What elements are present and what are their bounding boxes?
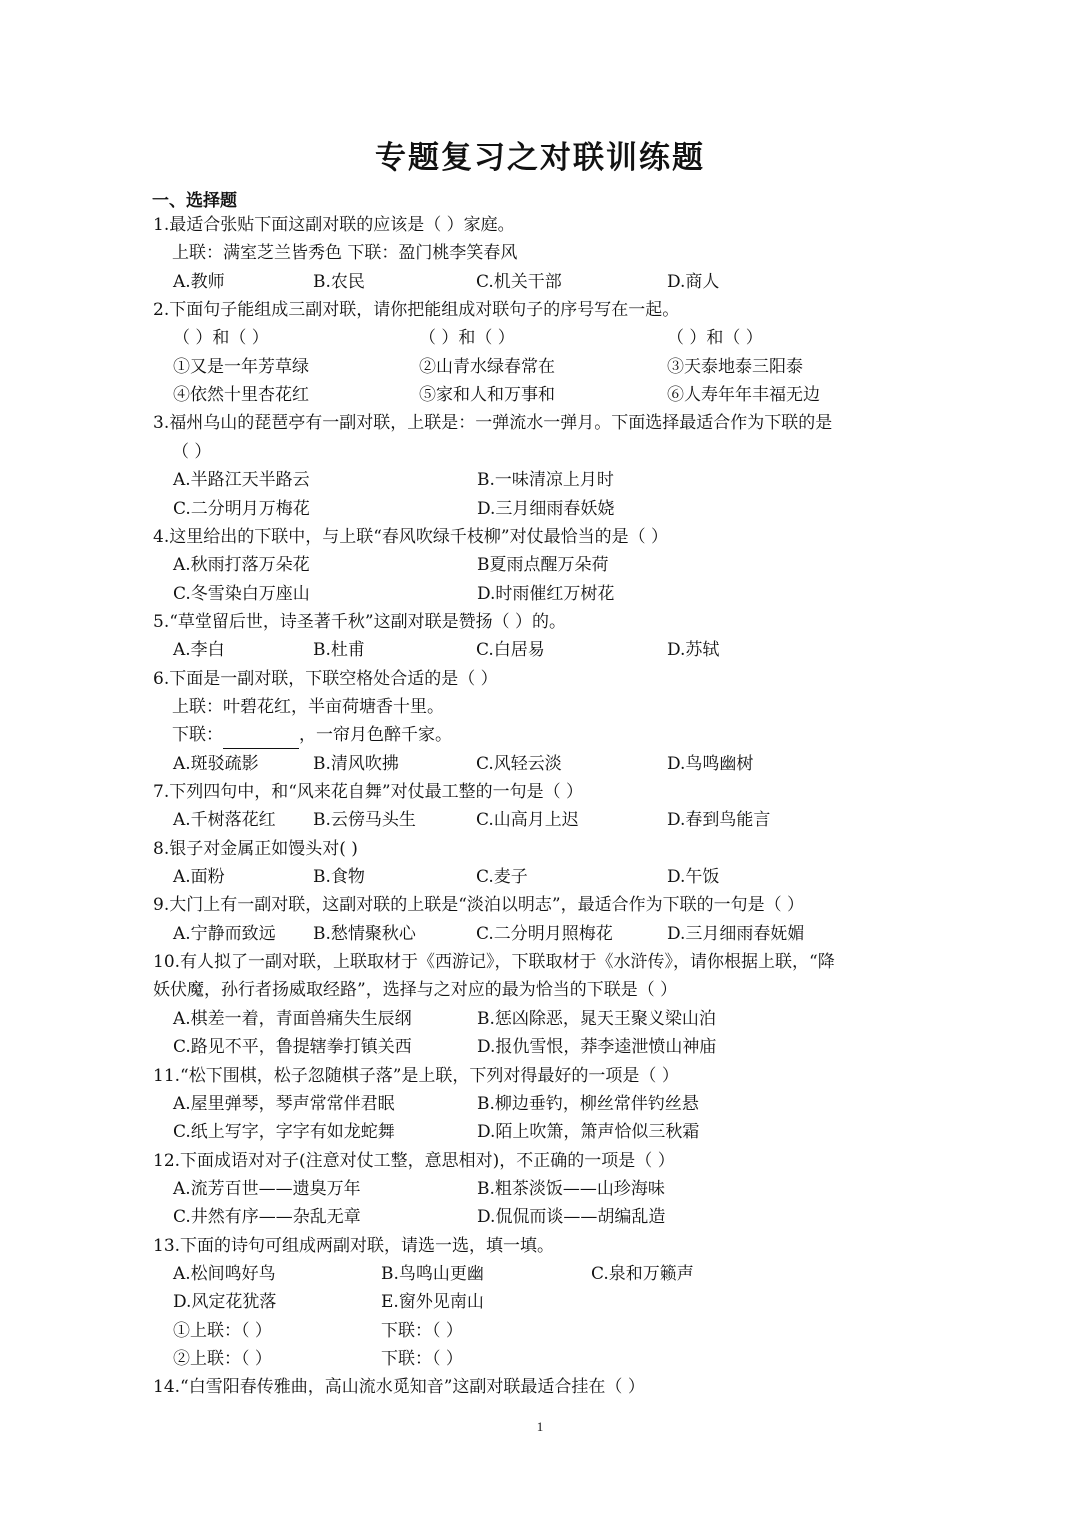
option-cell: A.李白	[173, 640, 225, 661]
option-cell: D.鸟鸣幽树	[667, 753, 754, 774]
option-cell: （ ）和（ ）	[173, 328, 269, 349]
option-cell: A.棋差一着，青面兽痛失生辰纲	[173, 1008, 412, 1029]
question-text: 8.银子对金属正如馒头对( )	[153, 838, 358, 859]
blank-suffix: ，一帘月色醉千家。	[299, 725, 452, 746]
option-cell: C.井然有序——杂乱无章	[173, 1207, 361, 1228]
option-cell: D.商人	[667, 271, 720, 292]
option-cell: B.惩凶除恶，晁天王聚义梁山泊	[477, 1008, 716, 1029]
option-cell: （ ）和（ ）	[419, 328, 515, 349]
option-cell: C.泉和万籁声	[591, 1263, 694, 1284]
option-cell: C.风轻云淡	[476, 753, 562, 774]
option-cell: D.三月细雨春妩媚	[667, 923, 805, 944]
section-heading: 一、选择题	[152, 191, 237, 211]
option-cell: C.纸上写字，字字有如龙蛇舞	[173, 1122, 395, 1143]
question-detail: （ ）	[172, 441, 212, 462]
question-text: 4.这里给出的下联中，与上联“春风吹绿千枝柳”对仗最恰当的是（ ）	[153, 526, 669, 547]
option-cell: A.秋雨打落万朵花	[173, 555, 310, 576]
question-text: 14.“白雪阳春传雅曲，高山流水觅知音”这副对联最适合挂在（ ）	[153, 1377, 645, 1398]
option-cell: ②上联：（ ）	[173, 1349, 272, 1369]
option-cell: C.山高月上迟	[476, 810, 579, 831]
option-cell: D.春到鸟能言	[667, 810, 771, 831]
option-cell: B夏雨点醒万朵荷	[477, 555, 609, 576]
question-text: 1.最适合张贴下面这副对联的应该是（ ）家庭。	[153, 215, 515, 235]
option-cell: ⑥人寿年年丰福无边	[667, 385, 820, 406]
question-text: 3.福州乌山的琵琶亭有一副对联，上联是：一弹流水一弹月。下面选择最适合作为下联的是	[153, 413, 833, 434]
question-text: 5.“草堂留后世，诗圣著千秋”这副对联是赞扬（ ）的。	[153, 611, 567, 632]
question-text: 11.“松下围棋，松子忽随棋子落”是上联，下列对得最好的一项是（ ）	[153, 1065, 679, 1086]
option-cell: B.愁情聚秋心	[313, 923, 416, 944]
fill-blank-line	[172, 721, 452, 749]
answer-blank[interactable]	[223, 728, 299, 749]
question-text: 12.下面成语对对子(注意对仗工整，意思相对)，不正确的一项是（ ）	[153, 1150, 675, 1171]
page-title: 专题复习之对联训练题	[375, 140, 705, 176]
question-text: 2.下面句子能组成三副对联，请你把能组成对联句子的序号写在一起。	[153, 300, 680, 321]
option-cell: A.斑驳疏影	[173, 753, 259, 774]
option-cell: B.云傍马头生	[313, 810, 416, 831]
option-cell: B.清风吹拂	[313, 753, 399, 774]
option-cell: A.半路江天半路云	[173, 470, 310, 491]
option-cell: A.流芳百世——遗臭万年	[173, 1178, 361, 1199]
question-detail: 上联：满室芝兰皆秀色 下联：盈门桃李笑春风	[172, 243, 518, 264]
option-cell: 下联：（ ）	[381, 1320, 463, 1341]
option-cell: C.二分明月照梅花	[476, 923, 613, 944]
option-cell: B.杜甫	[313, 640, 365, 661]
option-cell: A.宁静而致远	[173, 923, 276, 944]
option-cell: D.陌上吹箫，箫声恰似三秋霜	[477, 1122, 700, 1143]
option-cell: D.苏轼	[667, 640, 720, 661]
option-cell: B.一味清凉上月时	[477, 470, 614, 491]
option-cell: A.屋里弹琴，琴声常常伴君眠	[173, 1093, 395, 1114]
option-cell: E.窗外见南山	[381, 1292, 484, 1313]
option-cell: B.食物	[313, 867, 365, 888]
option-cell: 下联：（ ）	[381, 1349, 463, 1369]
option-cell: D.时雨催红万树花	[477, 583, 615, 604]
option-cell: ④依然十里杏花红	[173, 385, 309, 406]
question-text: 9.大门上有一副对联，这副对联的上联是“淡泊以明志”，最适合作为下联的一句是（ ）	[153, 895, 805, 916]
option-cell: ②山青水绿春常在	[419, 356, 555, 377]
option-cell: A.千树落花红	[173, 810, 276, 831]
question-text: 7.下列四句中，和“风来花自舞”对仗最工整的一句是（ ）	[153, 782, 584, 802]
option-cell: A.面粉	[173, 867, 225, 888]
option-cell: C.白居易	[476, 640, 545, 661]
option-cell: ③天泰地泰三阳泰	[667, 356, 803, 377]
question-text: 13.下面的诗句可组成两副对联，请选一选，填一填。	[153, 1235, 555, 1256]
option-cell: D.侃侃而谈——胡编乱造	[477, 1207, 666, 1228]
option-cell: C.冬雪染白万座山	[173, 583, 310, 604]
option-cell: C.机关干部	[476, 271, 562, 292]
option-cell: ①上联：（ ）	[173, 1320, 272, 1341]
option-cell: B.柳边垂钓，柳丝常伴钓丝悬	[477, 1093, 699, 1114]
blank-prefix: 下联：	[172, 725, 223, 746]
option-cell: D.报仇雪恨，莽李逵泄愤山神庙	[477, 1037, 717, 1058]
option-cell: D.风定花犹落	[173, 1292, 277, 1313]
option-cell: A.松间鸣好鸟	[173, 1263, 276, 1284]
option-cell: A.教师	[173, 271, 225, 292]
option-cell: B.鸟鸣山更幽	[381, 1263, 484, 1284]
option-cell: （ ）和（ ）	[667, 328, 763, 349]
option-cell: C.麦子	[476, 867, 528, 888]
option-cell: B.粗茶淡饭——山珍海味	[477, 1178, 665, 1199]
option-cell: B.农民	[313, 271, 365, 292]
option-cell: ⑤家和人和万事和	[419, 385, 555, 406]
option-cell: C.路见不平，鲁提辖拳打镇关西	[173, 1037, 412, 1058]
question-detail: 上联：叶碧花红，半亩荷塘香十里。	[172, 696, 444, 717]
option-cell: D.午饭	[667, 867, 720, 888]
page-number: 1	[536, 1419, 544, 1434]
option-cell: C.二分明月万梅花	[173, 498, 310, 519]
option-cell: D.三月细雨春妖娆	[477, 498, 615, 519]
question-text: 6.下面是一副对联，下联空格处合适的是（ ）	[153, 668, 498, 689]
question-text: 妖伏魔，孙行者扬威取经路”，选择与之对应的最为恰当的下联是（ ）	[153, 980, 678, 1001]
question-text: 10.有人拟了一副对联，上联取材于《西游记》，下联取材于《水浒传》，请你根据上联，“降	[153, 952, 835, 973]
option-cell: ①又是一年芳草绿	[173, 356, 309, 377]
